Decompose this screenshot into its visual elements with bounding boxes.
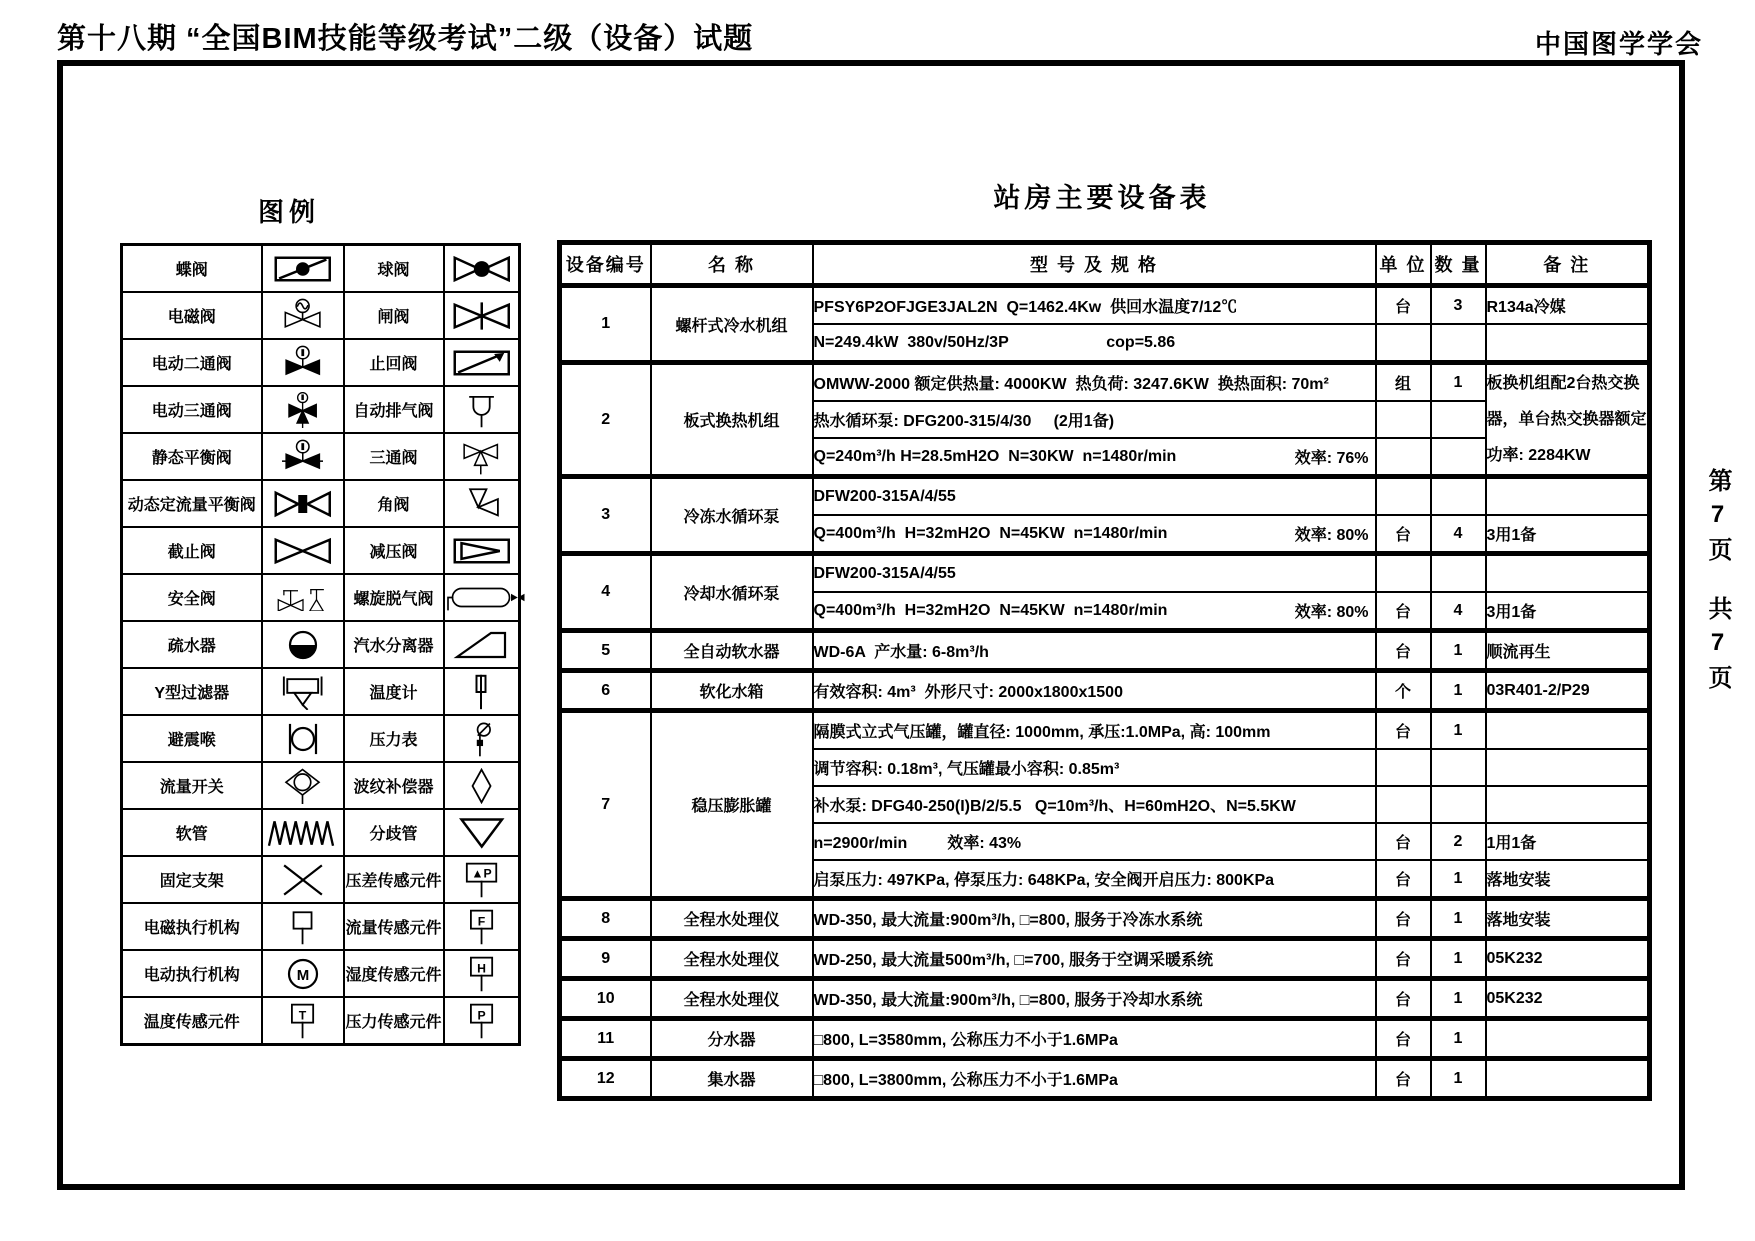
equipment-row [560, 286, 1650, 325]
qty-cell: 1 [1431, 363, 1486, 402]
qty-cell [1431, 401, 1486, 438]
spec-text: 热水循环泵: DFG200-315/4/30 (2用1备) [813, 413, 1115, 430]
legend-label: 汽水分离器 [344, 621, 444, 668]
branch-pipe-icon [448, 815, 516, 851]
document-title: 第十八期 “全国BIM技能等级考试”二级（设备）试题 [57, 23, 754, 55]
spec-cell [813, 592, 1376, 631]
humidity-sensor-icon [457, 956, 506, 992]
globe-valve-icon [269, 533, 337, 569]
legend-label: Y型过滤器 [122, 668, 262, 715]
legend-label: 角阀 [344, 480, 444, 527]
note-cell [1486, 711, 1650, 750]
svg-text:F: F [477, 913, 485, 928]
legend-symbol-cell [444, 903, 520, 950]
unit-cell [1376, 786, 1431, 823]
spec-cell [813, 363, 1376, 402]
spec-cell [813, 1059, 1376, 1099]
legend-symbol-cell [444, 433, 520, 480]
equip-name-cell: 板式换热机组 [651, 363, 813, 477]
legend-symbol-cell [444, 856, 520, 903]
spec-text: WD-350, 最大流量:900m³/h, □=800, 服务于冷却水系统 [813, 992, 1203, 1009]
spec-cell [813, 631, 1376, 671]
legend-symbol-cell [444, 950, 520, 997]
spec-efficiency-text: 效率: 80% [1294, 527, 1369, 544]
spec-text: DFW200-315A/4/55 [813, 564, 956, 582]
electric-actuator-icon [273, 956, 333, 992]
equip-id-cell: 7 [560, 711, 651, 899]
spec-text: 隔膜式立式气压罐，罐直径: 1000mm, 承压:1.0MPa, 高: 100mm [813, 724, 1271, 741]
spec-text: DFW200-315A/4/55 [813, 487, 956, 505]
header-unit: 单 位 [1376, 243, 1431, 286]
equip-name-cell: 软化水箱 [651, 671, 813, 711]
spec-cell [813, 324, 1376, 363]
legend-symbol-cell [262, 809, 344, 856]
electric-3way-valve-icon [284, 392, 321, 428]
spec-text: 补水泵: DFG40-250(I)B/2/5.5 Q=10m³/h、H=60mH2O、N=5.5KW [813, 798, 1296, 815]
unit-cell: 台 [1376, 823, 1431, 860]
spec-cell [813, 554, 1376, 593]
spec-cell [813, 711, 1376, 750]
legend-symbol-cell [262, 950, 344, 997]
legend-row [122, 621, 520, 668]
pressure-sensor-icon [457, 1003, 506, 1039]
legend-symbol-cell [444, 339, 520, 386]
note-cell: 03R401-2/P29 [1486, 671, 1650, 711]
legend-label: 疏水器 [122, 621, 262, 668]
unit-cell [1376, 749, 1431, 786]
equipment-table [557, 240, 1652, 1101]
qty-cell: 1 [1431, 671, 1486, 711]
legend-symbol-cell [444, 715, 520, 762]
unit-cell: 台 [1376, 979, 1431, 1019]
note-text: 器，单台热交换器额定 [1486, 410, 1647, 428]
legend-symbol-cell [262, 762, 344, 809]
legend-row [122, 386, 520, 433]
spec-cell [813, 786, 1376, 823]
qty-cell: 1 [1431, 899, 1486, 939]
legend-symbol-cell [262, 245, 344, 293]
legend-title: 图例 [258, 197, 321, 227]
note-text: 板换机组配2台热交换 [1486, 374, 1640, 392]
check-valve-icon [448, 345, 516, 381]
note-cell [1486, 786, 1650, 823]
unit-cell [1376, 438, 1431, 477]
solenoid-actuator-icon [278, 909, 327, 945]
unit-cell [1376, 401, 1431, 438]
note-cell [1486, 363, 1650, 477]
unit-cell: 台 [1376, 592, 1431, 631]
equipment-table-header [560, 243, 1650, 286]
unit-cell: 台 [1376, 711, 1431, 750]
equip-id-cell: 6 [560, 671, 651, 711]
legend-symbol-cell [262, 480, 344, 527]
spec-cell [813, 860, 1376, 899]
legend-label: 压差传感元件 [344, 856, 444, 903]
spec-cell [813, 939, 1376, 979]
unit-cell: 台 [1376, 515, 1431, 554]
qty-cell: 1 [1431, 1019, 1486, 1059]
legend-label: 安全阀 [122, 574, 262, 621]
unit-cell: 台 [1376, 939, 1431, 979]
spec-cell [813, 286, 1376, 325]
legend-label: 螺旋脱气阀 [344, 574, 444, 621]
qty-cell: 4 [1431, 515, 1486, 554]
equip-id-cell: 3 [560, 477, 651, 554]
legend-symbol-cell [444, 997, 520, 1045]
note-cell [1486, 477, 1650, 516]
note-cell: R134a冷媒 [1486, 286, 1650, 325]
legend-label: 球阀 [344, 245, 444, 293]
legend-row [122, 527, 520, 574]
legend-symbol-cell [444, 386, 520, 433]
legend-symbol-cell [444, 621, 520, 668]
legend-symbol-cell [444, 762, 520, 809]
legend-symbol-cell [262, 903, 344, 950]
spec-cell [813, 477, 1376, 516]
equip-id-cell: 1 [560, 286, 651, 363]
equip-name-cell: 全程水处理仪 [651, 899, 813, 939]
equip-id-cell: 2 [560, 363, 651, 477]
unit-cell [1376, 477, 1431, 516]
qty-cell: 1 [1431, 979, 1486, 1019]
dynamic-balancing-valve-icon [269, 486, 337, 522]
spec-cell [813, 899, 1376, 939]
spec-cell [813, 515, 1376, 554]
qty-cell: 2 [1431, 823, 1486, 860]
note-cell: 05K232 [1486, 939, 1650, 979]
legend-label: 分歧管 [344, 809, 444, 856]
equip-name-cell: 全程水处理仪 [651, 979, 813, 1019]
spec-cell [813, 671, 1376, 711]
legend-row [122, 856, 520, 903]
legend-row [122, 433, 520, 480]
butterfly-valve-icon [269, 251, 337, 287]
spec-cell [813, 438, 1376, 477]
legend-label: 三通阀 [344, 433, 444, 480]
note-cell [1486, 324, 1650, 363]
equip-id-cell: 8 [560, 899, 651, 939]
spec-text: N=249.4kW 380v/50Hz/3P cop=5.86 [813, 333, 1176, 351]
three-way-valve-icon [460, 439, 502, 475]
note-text: 功率: 2284KW [1486, 446, 1591, 464]
equip-id-cell: 9 [560, 939, 651, 979]
equip-id-cell: 11 [560, 1019, 651, 1059]
legend-row [122, 574, 520, 621]
gate-valve-icon [448, 298, 516, 334]
equip-id-cell: 10 [560, 979, 651, 1019]
page-number-total: 共7页 [1704, 596, 1731, 698]
legend-row [122, 762, 520, 809]
spec-text: 启泵压力: 497KPa, 停泵压力: 648KPa, 安全阀开启压力: 800KPa [813, 872, 1275, 889]
legend-symbol-cell [262, 621, 344, 668]
legend-label: 自动排气阀 [344, 386, 444, 433]
equipment-row [560, 554, 1650, 593]
spec-text: □800, L=3580mm, 公称压力不小于1.6MPa [813, 1032, 1118, 1049]
qty-cell [1431, 786, 1486, 823]
legend-symbol-cell [444, 292, 520, 339]
legend-symbol-cell [444, 245, 520, 293]
pressure-reducing-valve-icon [448, 533, 516, 569]
unit-cell: 台 [1376, 1019, 1431, 1059]
legend-row [122, 903, 520, 950]
spec-cell [813, 1019, 1376, 1059]
unit-cell: 台 [1376, 631, 1431, 671]
qty-cell: 1 [1431, 631, 1486, 671]
y-strainer-icon [277, 674, 328, 710]
spec-efficiency-text: 效率: 80% [1294, 604, 1369, 621]
note-cell: 3用1备 [1486, 515, 1650, 554]
spec-text: 调节容积: 0.18m³, 气压罐最小容积: 0.85m³ [813, 761, 1120, 778]
note-cell: 3用1备 [1486, 592, 1650, 631]
legend-symbol-cell [262, 527, 344, 574]
spec-cell [813, 749, 1376, 786]
flow-sensor-icon [457, 909, 506, 945]
svg-text:H: H [476, 960, 486, 975]
legend-symbol-cell [262, 856, 344, 903]
unit-cell: 台 [1376, 860, 1431, 899]
equip-name-cell: 全自动软水器 [651, 631, 813, 671]
legend-row [122, 668, 520, 715]
equipment-row [560, 363, 1650, 402]
svg-text:M: M [296, 966, 309, 984]
legend-row [122, 715, 520, 762]
temp-sensor-icon [278, 1003, 327, 1039]
equipment-row [560, 1059, 1650, 1099]
spec-text: Q=400m³/h H=32mH2O N=45KW n=1480r/min [813, 601, 1168, 619]
equipment-row [560, 899, 1650, 939]
note-cell [1486, 554, 1650, 593]
legend-row [122, 245, 520, 293]
equipment-row [560, 711, 1650, 750]
note-cell [1486, 749, 1650, 786]
svg-text:▲P: ▲P [471, 866, 492, 881]
qty-cell [1431, 477, 1486, 516]
legend-label: 湿度传感元件 [344, 950, 444, 997]
legend-label: 闸阀 [344, 292, 444, 339]
legend-symbol-cell [262, 997, 344, 1045]
equip-name-cell: 冷却水循环泵 [651, 554, 813, 631]
equipment-row [560, 939, 1650, 979]
bellows-compensator-icon [457, 768, 506, 804]
legend-row [122, 809, 520, 856]
flow-switch-icon [280, 768, 325, 804]
solenoid-valve-icon [281, 298, 324, 334]
spec-cell [813, 401, 1376, 438]
equip-name-cell: 螺杆式冷水机组 [651, 286, 813, 363]
legend-label: 静态平衡阀 [122, 433, 262, 480]
legend-label: 流量传感元件 [344, 903, 444, 950]
spec-text: n=2900r/min 效率: 43% [813, 835, 1022, 852]
legend-row [122, 339, 520, 386]
note-cell: 05K232 [1486, 979, 1650, 1019]
organization-name: 中国图学学会 [1534, 29, 1703, 59]
header-equip-id: 设备编号 [560, 243, 651, 286]
note-cell: 1用1备 [1486, 823, 1650, 860]
legend-symbol-cell [262, 574, 344, 621]
equipment-row [560, 477, 1650, 516]
spec-text: Q=400m³/h H=32mH2O N=45KW n=1480r/min [813, 524, 1168, 542]
electric-2way-valve-icon [282, 345, 324, 381]
steam-trap-icon [273, 627, 333, 663]
note-cell: 落地安装 [1486, 860, 1650, 899]
page-number-current: 第7页 [1704, 468, 1731, 570]
spec-text: WD-350, 最大流量:900m³/h, □=800, 服务于冷冻水系统 [813, 912, 1203, 929]
legend-label: 减压阀 [344, 527, 444, 574]
legend-label: 电磁执行机构 [122, 903, 262, 950]
legend-symbol-cell [444, 668, 520, 715]
qty-cell [1431, 554, 1486, 593]
header-qty: 数 量 [1431, 243, 1486, 286]
equip-id-cell: 5 [560, 631, 651, 671]
hose-icon [265, 815, 339, 851]
equip-id-cell: 12 [560, 1059, 651, 1099]
spec-text: PFSY6P2OFJGE3JAL2N Q=1462.4Kw 供回水温度7/12℃ [813, 299, 1238, 316]
legend-label: 避震喉 [122, 715, 262, 762]
equipment-row [560, 671, 1650, 711]
legend-row [122, 480, 520, 527]
legend-label: 动态定流量平衡阀 [122, 480, 262, 527]
qty-cell: 1 [1431, 1059, 1486, 1099]
note-cell [1486, 1019, 1650, 1059]
equipment-row [560, 1019, 1650, 1059]
equip-name-cell: 冷冻水循环泵 [651, 477, 813, 554]
legend-symbol-cell [262, 715, 344, 762]
legend-label: 止回阀 [344, 339, 444, 386]
vibration-absorber-icon [273, 721, 333, 757]
ball-valve-icon [448, 251, 516, 287]
legend-label: 温度传感元件 [122, 997, 262, 1045]
legend-label: 压力传感元件 [344, 997, 444, 1045]
qty-cell: 3 [1431, 286, 1486, 325]
dp-sensor-icon [457, 862, 506, 898]
qty-cell: 1 [1431, 939, 1486, 979]
legend-label: 软管 [122, 809, 262, 856]
legend-row [122, 997, 520, 1045]
legend-symbol-cell [444, 480, 520, 527]
legend-row [122, 950, 520, 997]
static-balancing-valve-icon [282, 439, 324, 475]
unit-cell: 台 [1376, 899, 1431, 939]
spec-text: WD-250, 最大流量500m³/h, □=700, 服务于空调采暖系统 [813, 952, 1214, 969]
unit-cell: 台 [1376, 1059, 1431, 1099]
steam-water-separator-icon [451, 627, 511, 663]
spec-text: Q=240m³/h H=28.5mH2O N=30KW n=1480r/min [813, 447, 1177, 465]
header-name: 名 称 [651, 243, 813, 286]
legend-label: 温度计 [344, 668, 444, 715]
qty-cell: 1 [1431, 711, 1486, 750]
equipment-table-title: 站房主要设备表 [993, 183, 1211, 213]
legend-label: 电动三通阀 [122, 386, 262, 433]
unit-cell [1376, 554, 1431, 593]
equip-name-cell: 全程水处理仪 [651, 939, 813, 979]
equip-name-cell: 集水器 [651, 1059, 813, 1099]
spec-cell [813, 823, 1376, 860]
equipment-row [560, 979, 1650, 1019]
auto-air-vent-valve-icon [457, 392, 506, 428]
legend-symbol-cell [444, 527, 520, 574]
header-spec: 型 号 及 规 格 [813, 243, 1376, 286]
spec-text: 有效容积: 4m³ 外形尺寸: 2000x1800x1500 [813, 684, 1123, 701]
spec-efficiency-text: 效率: 76% [1294, 450, 1369, 467]
thermometer-icon [454, 674, 508, 710]
legend-label: 蝶阀 [122, 245, 262, 293]
spec-text: OMWW-2000 额定供热量: 4000KW 热负荷: 3247.6KW 换热面积: 70m² [813, 376, 1329, 393]
unit-cell: 台 [1376, 286, 1431, 325]
note-cell: 落地安装 [1486, 899, 1650, 939]
legend-symbol-cell [262, 386, 344, 433]
legend-label: 电磁阀 [122, 292, 262, 339]
equip-id-cell: 4 [560, 554, 651, 631]
qty-cell [1431, 438, 1486, 477]
unit-cell: 个 [1376, 671, 1431, 711]
spec-text: WD-6A 产水量: 6-8m³/h [813, 644, 989, 661]
header-note: 备 注 [1486, 243, 1650, 286]
angle-valve-icon [457, 486, 506, 522]
spec-cell [813, 979, 1376, 1019]
legend-symbol-cell [262, 433, 344, 480]
svg-text:P: P [477, 1007, 486, 1022]
equip-name-cell: 稳压膨胀罐 [651, 711, 813, 899]
spec-text: □800, L=3800mm, 公称压力不小于1.6MPa [813, 1072, 1118, 1089]
safety-valve-icon [276, 584, 330, 611]
unit-cell [1376, 324, 1431, 363]
qty-cell: 4 [1431, 592, 1486, 631]
legend-label: 流量开关 [122, 762, 262, 809]
legend-symbol-cell [444, 574, 520, 621]
svg-text:T: T [298, 1007, 307, 1022]
legend-symbol-cell [262, 292, 344, 339]
spiral-degassing-valve-icon [445, 584, 529, 611]
qty-cell: 1 [1431, 860, 1486, 899]
legend-row [122, 292, 520, 339]
note-cell [1486, 1059, 1650, 1099]
unit-cell: 组 [1376, 363, 1431, 402]
legend-label: 固定支架 [122, 856, 262, 903]
qty-cell [1431, 749, 1486, 786]
legend-label: 波纹补偿器 [344, 762, 444, 809]
legend-label: 压力表 [344, 715, 444, 762]
equip-name-cell: 分水器 [651, 1019, 813, 1059]
qty-cell [1431, 324, 1486, 363]
legend-label: 电动二通阀 [122, 339, 262, 386]
legend-symbol-cell [444, 809, 520, 856]
legend-label: 电动执行机构 [122, 950, 262, 997]
legend-symbol-cell [262, 339, 344, 386]
fixed-support-icon [273, 862, 333, 898]
equipment-row [560, 631, 1650, 671]
legend-table [120, 243, 521, 1046]
pressure-gauge-icon [458, 721, 505, 757]
legend-symbol-cell [262, 668, 344, 715]
legend-label: 截止阀 [122, 527, 262, 574]
note-cell: 顺流再生 [1486, 631, 1650, 671]
